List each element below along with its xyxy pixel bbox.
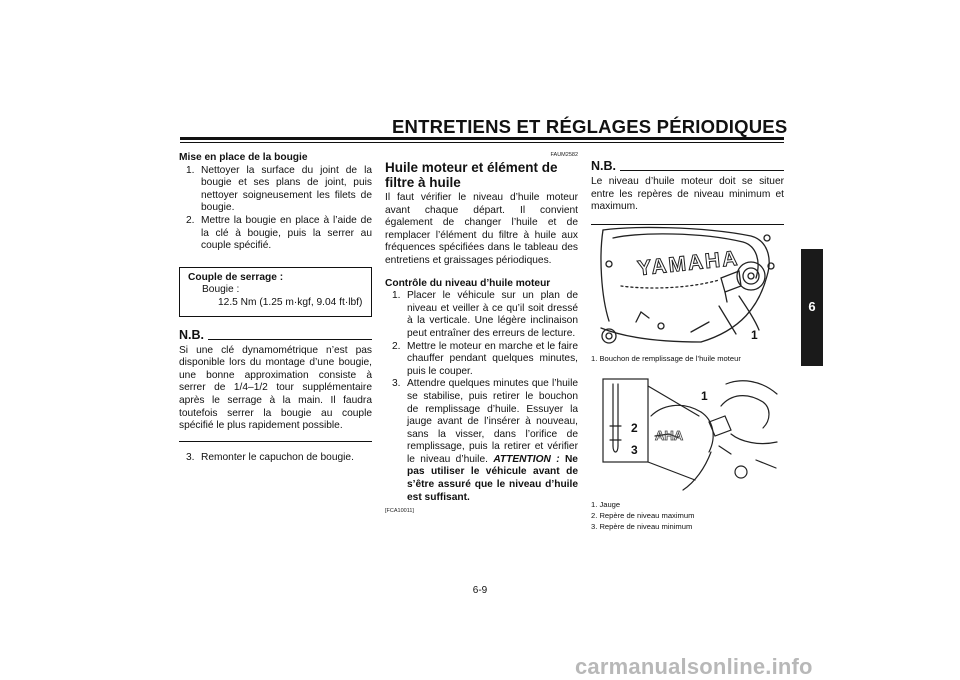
list-item bbox=[385, 378, 578, 504]
oil-intro: Il faut vérifier le niveau d’huile moteur avant chaque départ. Il convient également de changer l’huile et de remplacer l’élément du filtre à huile aux fréquences spécifiées dans le tableau des entretiens et graissages périodiques. bbox=[385, 192, 578, 266]
note-rule bbox=[208, 339, 372, 340]
column-2 bbox=[385, 152, 578, 515]
column-1 bbox=[179, 152, 372, 464]
spark-plug-heading: Mise en place de la bougie bbox=[179, 152, 308, 163]
step-text: Mettre la bougie en place à l’aide de la clé à bougie, puis la serrer au couple spécifié. bbox=[201, 214, 372, 252]
spark-plug-step-3 bbox=[179, 452, 372, 465]
column-3 bbox=[591, 152, 784, 235]
list-item bbox=[179, 165, 372, 215]
step-number: 3. bbox=[392, 378, 401, 390]
torque-spec-item: Bougie : bbox=[202, 284, 240, 296]
step-number: 2. bbox=[392, 340, 401, 352]
attention-text: Ne pas utiliser le véhicule avant de s’être assuré que le niveau d’huile est suffisant. bbox=[407, 453, 578, 503]
attention-label: ATTENTION : bbox=[493, 453, 560, 465]
caption-line: 2. Repère de niveau maximum bbox=[591, 511, 695, 520]
spark-plug-steps bbox=[179, 165, 372, 253]
figure-callout-3: 3 bbox=[631, 443, 638, 457]
torque-spec-value: 12.5 Nm (1.25 m·kgf, 9.04 ft·lbf) bbox=[218, 296, 363, 308]
brand-logo-text: YAMAHA bbox=[636, 246, 741, 281]
header-rule-thin bbox=[180, 142, 784, 143]
engine-cover-illustration bbox=[591, 226, 785, 351]
torque-spec-box bbox=[179, 267, 372, 317]
section-code: FAUM2582 bbox=[550, 152, 578, 158]
oil-check-heading: Contrôle du niveau d’huile moteur bbox=[385, 277, 551, 289]
list-item bbox=[179, 452, 372, 465]
step-text: Placer le véhicule sur un plan de niveau et veiller à ce qu’il soit dressé à la verticale. Une légère inclinaison peut entraîner des erreurs de lecture. bbox=[407, 290, 578, 339]
figure-1-caption: 1. Bouchon de remplissage de l’huile moteur bbox=[591, 354, 741, 363]
note-text: Si une clé dynamométrique n’est pas disponible lors du montage d’une bougie, une bonne approximation consiste à serrer de 1/4–1/2 tour supplémentaire après le serrage à la main. Il faudra toutefois serrer la bougie au couple spécifié le plus rapidement possible. bbox=[179, 344, 372, 432]
page-number: 6-9 bbox=[472, 585, 488, 596]
figure-callout-1: 1 bbox=[751, 328, 758, 342]
note-end-rule bbox=[179, 441, 372, 442]
svg-text:AHA: AHA bbox=[655, 428, 684, 443]
list-item bbox=[385, 290, 578, 340]
note-label: N.B. bbox=[591, 159, 616, 173]
note-rule bbox=[620, 170, 784, 171]
oil-check-steps bbox=[385, 290, 578, 504]
note-label: N.B. bbox=[179, 327, 204, 342]
caution-code: [FCA10011] bbox=[385, 508, 414, 515]
step-text: Attendre quelques minutes que l’huile se stabilise, puis retirer le bouchon de remplissage d’huile. Essuyer la jauge avant de l’insérer à nouveau, sans la visser, dans l’orifice de remplissage, puis la retirer et vérifier le niveau d’huile. bbox=[407, 378, 578, 465]
oil-section-heading: Huile moteur et élément de filtre à huile bbox=[385, 160, 558, 190]
note-header bbox=[179, 329, 372, 342]
caption-line: 1. Jauge bbox=[591, 500, 621, 509]
step-number: 2. bbox=[186, 214, 195, 226]
figure-callout-1: 1 bbox=[701, 389, 708, 403]
list-item bbox=[179, 215, 372, 253]
step-text: Nettoyer la surface du joint de la bougie et ses plans de joint, puis nettoyer soigneusement les filets de bougie. bbox=[201, 164, 372, 214]
page-header-title: ENTRETIENS ET RÉGLAGES PÉRIODIQUES bbox=[392, 116, 788, 137]
note-text: Le niveau d’huile moteur doit se situer entre les repères de niveau minimum et maximum. bbox=[591, 176, 784, 213]
torque-spec-title: Couple de serrage : bbox=[188, 271, 284, 283]
chapter-tab-label: 6 bbox=[808, 299, 816, 314]
dipstick-figure bbox=[591, 376, 785, 494]
figure-callout-2: 2 bbox=[631, 421, 638, 435]
note-header bbox=[591, 160, 784, 173]
header-rule-thick bbox=[180, 137, 784, 140]
caption-line: 3. Repère de niveau minimum bbox=[591, 522, 693, 531]
note-end-rule bbox=[591, 224, 784, 225]
watermark-text[interactable]: carmanualsonline.info bbox=[575, 654, 813, 679]
step-text: Remonter le capuchon de bougie. bbox=[201, 451, 354, 463]
step-number: 3. bbox=[186, 451, 195, 463]
oil-filler-cap-figure bbox=[591, 226, 785, 351]
step-number: 1. bbox=[186, 164, 195, 176]
step-text: Mettre le moteur en marche et le faire chauffer pendant quelques minutes, puis le couper. bbox=[407, 340, 578, 377]
step-number: 1. bbox=[392, 290, 401, 302]
chapter-tab[interactable] bbox=[801, 249, 823, 366]
list-item bbox=[385, 341, 578, 379]
dipstick-illustration bbox=[591, 376, 785, 494]
figure-2-captions bbox=[591, 499, 785, 532]
